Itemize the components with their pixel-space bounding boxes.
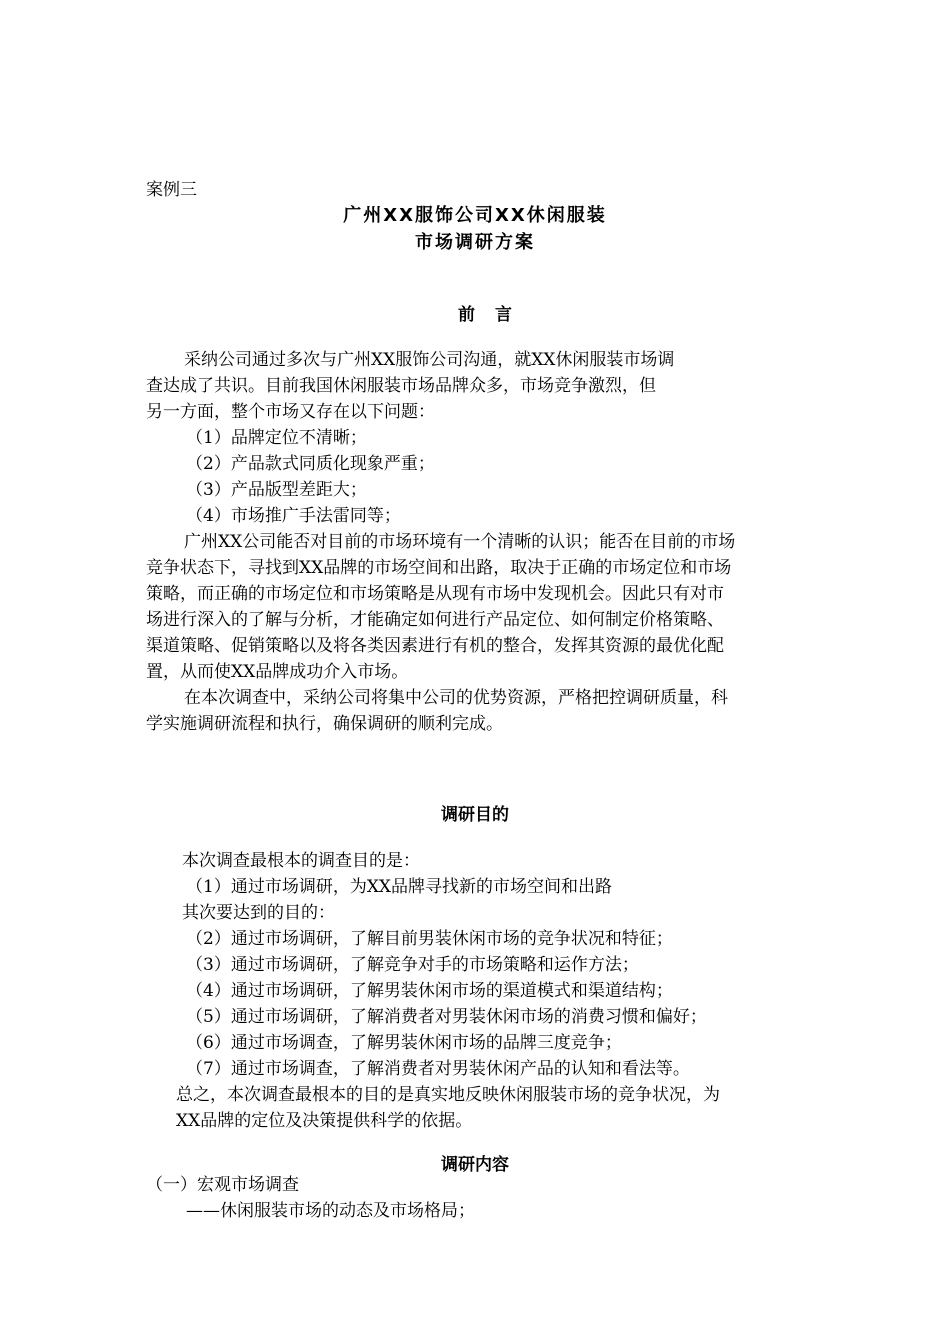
commitment-paragraph-line: 在本次调查中，采纳公司将集中公司的优势资源，严格把控调研质量，科 — [184, 688, 728, 708]
document-title-line1: 广州XX服饰公司XX休闲服装 — [343, 205, 607, 226]
secondary-objectives-intro: 其次要达到的目的： — [182, 903, 335, 923]
primary-objective: （1）通过市场调研，为XX品牌寻找新的市场空间和出路 — [186, 877, 613, 897]
analysis-paragraph-line: 置，从而使XX品牌成功介入市场。 — [146, 662, 409, 682]
objectives-heading: 调研目的 — [441, 805, 509, 825]
objective-item: （6）通过市场调查，了解男装休闲市场的品牌三度竞争； — [186, 1033, 622, 1053]
problem-item: （3）产品版型差距大； — [186, 480, 367, 500]
objective-item: （4）通过市场调研，了解男装休闲市场的渠道模式和渠道结构； — [186, 981, 673, 1001]
preface-paragraph-line: 查达成了共识。目前我国休闲服装市场品牌众多，市场竞争激烈，但 — [146, 376, 656, 396]
case-label: 案例三 — [146, 180, 197, 200]
analysis-paragraph-line: 竞争状态下，寻找到XX品牌的市场空间和出路，取决于正确的市场定位和市场 — [146, 558, 732, 578]
objective-item: （2）通过市场调研，了解目前男装休闲市场的竞争状况和特征； — [186, 929, 673, 949]
objective-item: （7）通过市场调查，了解消费者对男装休闲产品的认知和看法等。 — [186, 1059, 690, 1079]
document-title-line2: 市场调研方案 — [415, 232, 535, 253]
preface-paragraph-line: 另一方面，整个市场又存在以下问题： — [146, 402, 435, 422]
contents-heading: 调研内容 — [441, 1155, 509, 1175]
objectives-intro: 本次调查最根本的调查目的是： — [182, 851, 420, 871]
problem-item: （2）产品款式同质化现象严重； — [186, 454, 435, 474]
commitment-paragraph-line: 学实施调研流程和执行，确保调研的顺利完成。 — [146, 714, 503, 734]
analysis-paragraph-line: 广州XX公司能否对目前的市场环境有一个清晰的认识；能否在目前的市场 — [184, 532, 736, 552]
section-title: （一）宏观市场调查 — [146, 1175, 299, 1195]
objective-item: （5）通过市场调研，了解消费者对男装休闲市场的消费习惯和偏好； — [186, 1007, 707, 1027]
analysis-paragraph-line: 渠道策略、促销策略以及将各类因素进行有机的整合，发挥其资源的最优化配 — [146, 636, 724, 656]
preface-paragraph-line: 采纳公司通过多次与广州XX服饰公司沟通，就XX休闲服装市场调 — [184, 350, 675, 370]
objective-item: （3）通过市场调研，了解竞争对手的市场策略和运作方法； — [186, 955, 639, 975]
analysis-paragraph-line: 策略，而正确的市场定位和市场策略是从现有市场中发现机会。因此只有对市 — [146, 584, 724, 604]
objectives-summary-line: XX品牌的定位及决策提供科学的依据。 — [176, 1111, 473, 1131]
problem-item: （1）品牌定位不清晰； — [186, 428, 367, 448]
preface-heading: 前言 — [458, 305, 532, 325]
section-item: ——休闲服装市场的动态及市场格局； — [186, 1201, 475, 1221]
analysis-paragraph-line: 场进行深入的了解与分析，才能确定如何进行产品定位、如何制定价格策略、 — [146, 610, 724, 630]
problem-item: （4）市场推广手法雷同等； — [186, 506, 401, 526]
objectives-summary-line: 总之，本次调查最根本的目的是真实地反映休闲服装市场的竞争状况，为 — [176, 1085, 720, 1105]
